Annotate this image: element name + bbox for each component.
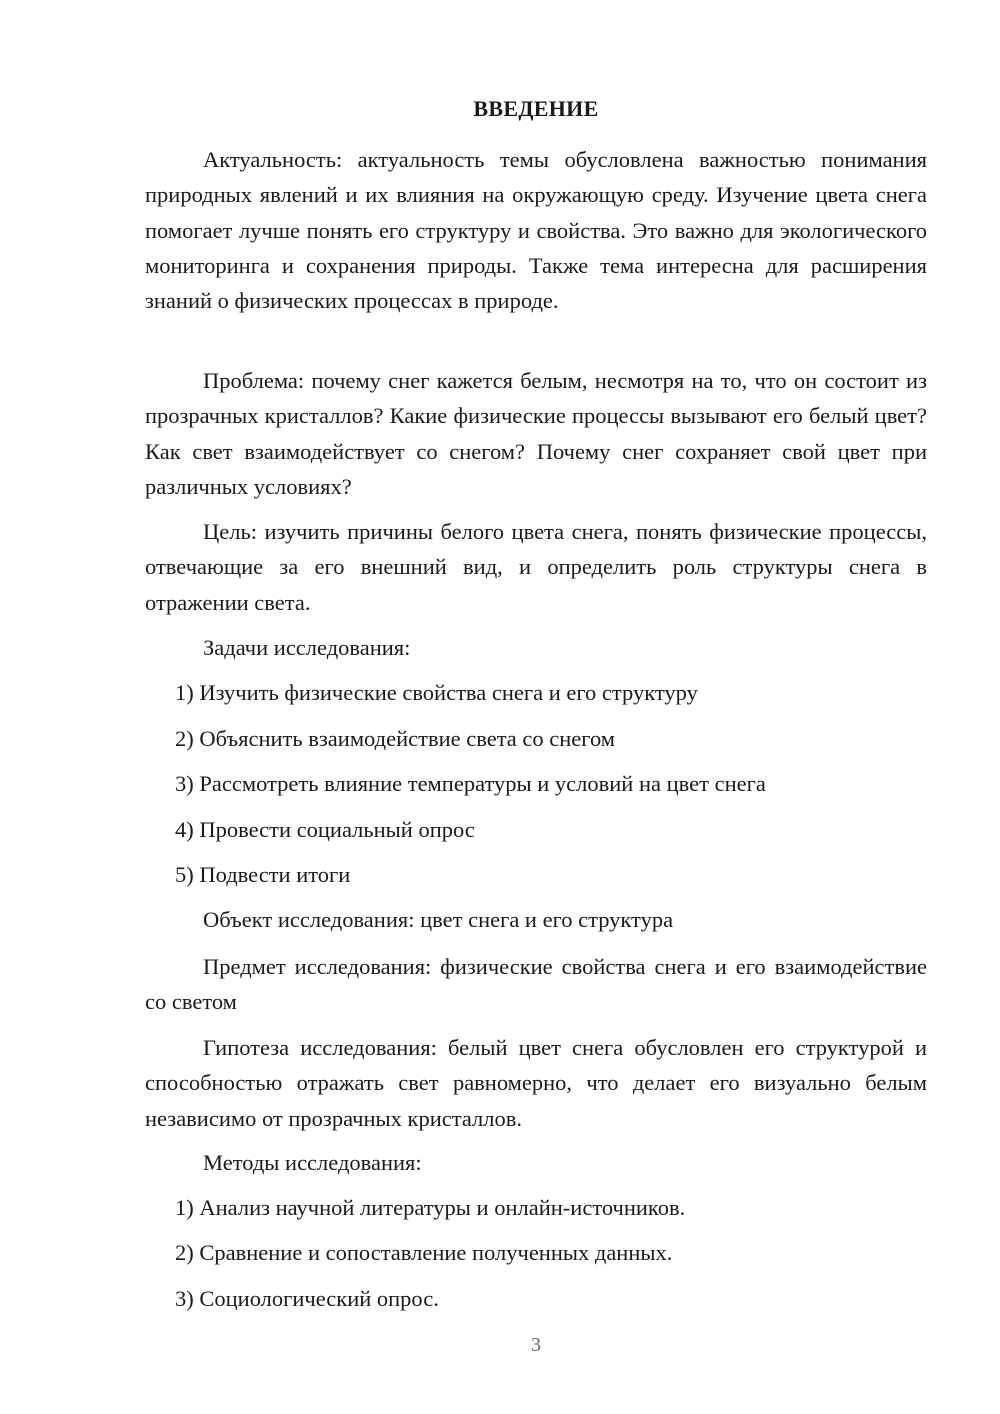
problem-paragraph: Проблема: почему снег кажется белым, несмотря на то, что он состоит из прозрачных кристаллов? Какие физические процессы вызывают его белый цвет? Как свет взаимодействует со снегом? Почему снег сохраняет свой цвет при различных условиях? [145,368,927,499]
tasks-heading: Задачи исследования: [203,635,411,660]
object-paragraph: Объект исследования: цвет снега и его структура [203,907,674,932]
subject-paragraph: Предмет исследования: физические свойства снега и его взаимодействие со светом [145,954,927,1015]
task-item: 3) Рассмотреть влияние температуры и условий на цвет снега [175,771,766,796]
task-item: 4) Провести социальный опрос [175,817,475,842]
relevance-paragraph: Актуальность: актуальность темы обусловлена важностью понимания природных явлений и их влияния на окружающую среду. Изучение цвета снега помогает лучше понять его структуру и свойства. Это важно для экологического мониторинга и сохранения природы. Также тема интересна для расширения знаний о физических процессах в природе. [145,147,927,314]
method-item: 2) Сравнение и сопоставление полученных данных. [175,1240,673,1265]
methods-heading: Методы исследования: [203,1150,422,1175]
task-item: 5) Подвести итоги [175,862,351,887]
page-title: ВВЕДЕНИЕ [473,96,599,121]
method-item: 1) Анализ научной литературы и онлайн-источников. [175,1195,686,1220]
task-item: 2) Объяснить взаимодействие света со снегом [175,726,616,751]
hypothesis-paragraph: Гипотеза исследования: белый цвет снега обусловлен его структурой и способностью отражать свет равномерно, что делает его визуально белым независимо от прозрачных кристаллов. [145,1035,927,1131]
method-item: 3) Социологический опрос. [175,1286,439,1311]
task-item: 1) Изучить физические свойства снега и его структуру [175,680,698,705]
goal-paragraph: Цель: изучить причины белого цвета снега, понять физические процессы, отвечающие за его внешний вид, и определить роль структуры снега в отражении света. [145,519,927,615]
page-number: 3 [531,1334,541,1356]
